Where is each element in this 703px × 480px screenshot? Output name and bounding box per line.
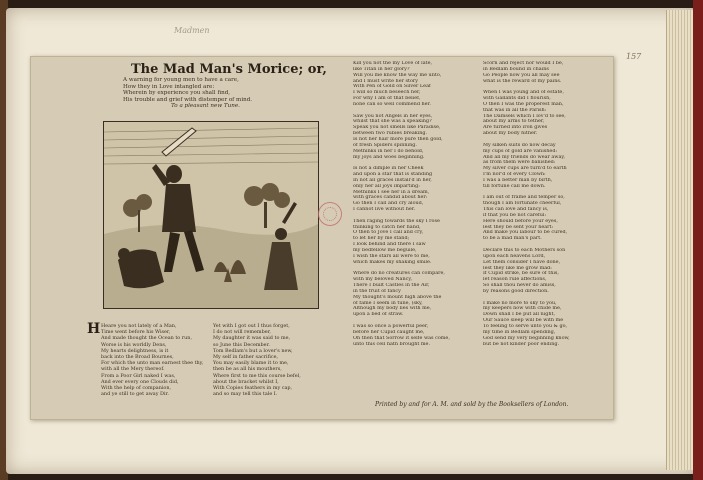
verse-line: but be not kinder poor ending. <box>483 341 560 347</box>
verse-line: You may easily blame it to me, <box>213 360 289 367</box>
verse-line: O then to Jove I call and cry, <box>353 230 424 236</box>
verse-line: before her Cupid caught me, <box>353 329 425 335</box>
intro-line: His trouble and grief with distemper of mind. <box>123 96 253 103</box>
verse-line: to be a mad man's part. <box>483 236 542 242</box>
verse-line: Tom Bedlam's but a lover's new, <box>213 347 293 354</box>
verse-line: Go People now you all may see <box>483 72 560 78</box>
verse-line: My daughter it was said to me, <box>213 335 291 342</box>
verse-line: my keepers now with chide me, <box>483 306 562 312</box>
drop-cap: H <box>87 321 101 337</box>
verse-line: Worse is his worldly Dens, <box>101 341 167 348</box>
verse-line: none can so well commend her. <box>353 101 431 107</box>
verse-line: I will so much beseech her, <box>353 90 421 96</box>
verse-line: my bedfellow me beguile, <box>353 248 417 253</box>
verse-line: Go then I call and cry aloud, <box>353 201 424 207</box>
verse-line: The Damsels which I lov'd to see, <box>483 113 566 119</box>
verse-line: that was in all the Parish: <box>483 107 547 113</box>
verse-line: of fame I seem in tune, (sky, <box>353 300 423 306</box>
verse-line: My thought's mount high above the <box>353 294 442 300</box>
verse-line: I was a better man by birth, <box>483 177 553 183</box>
verse-line: with all the Mery thereof. <box>101 366 165 373</box>
intro-line: Wherein by experience you shall find, <box>123 90 231 97</box>
verse-line: In not all graces install'd in her, <box>353 177 432 183</box>
verse-line: From a Poor Girl naked I was, <box>101 372 176 379</box>
verse-line: of fresh Spiders spinning. <box>353 142 417 148</box>
verse-line: with graces candid about her: <box>353 195 428 201</box>
verse-line: Methinks in her I do behold, <box>353 148 424 154</box>
library-stamp <box>318 202 342 226</box>
verse-line: And made thought the Ocean to run, <box>101 335 192 342</box>
verse-line: Here should before your eyes, <box>483 218 558 224</box>
verse-line: and so may tell this tale I. <box>213 391 278 398</box>
intro-line: To a pleasant new Tune. <box>171 103 240 110</box>
lower-left-column <box>101 323 203 397</box>
right-column-2 <box>483 61 570 347</box>
verse-line: till fortune call me down. <box>483 183 546 189</box>
verse-line: and upon a star that is standing <box>353 172 433 178</box>
page-edges <box>666 10 695 470</box>
verse-line: My silken suits do now decay <box>483 142 556 148</box>
verse-line: Yet with I got out I thus forget, <box>213 323 290 329</box>
verse-line: Let them consider I have done, <box>483 259 561 265</box>
verse-line: if that you be not careful: <box>483 212 547 218</box>
verse-line: unto this cell hath brought me. <box>353 341 431 347</box>
pencil-annotation: Madmen <box>174 26 210 35</box>
verse-line: I was so once a powerful peer, <box>353 323 429 329</box>
intro-line: How they in Love intangled are: <box>123 83 215 90</box>
verse-line: like Titan in her glory? <box>353 66 410 72</box>
verse-line: And ever every one Clouds did, <box>101 378 179 385</box>
verse-line: Scorn and reject nor would I be, <box>483 61 564 66</box>
verse-line: Although my body lies with me, <box>353 306 432 312</box>
verse-line: back into the Broad Bournes, <box>101 353 174 360</box>
verse-line: Where first to me this course befel, <box>213 372 301 379</box>
verse-line: lest they like me grow mad: <box>483 265 552 271</box>
verse-line: Speak you not smells like Paradise, <box>353 125 441 131</box>
verse-line: and I must write her story <box>353 78 419 84</box>
verse-line: upon each heavens Lord, <box>483 253 546 259</box>
verse-line: to let her by me stand; <box>353 236 410 242</box>
verse-line: Are turned into iron gives <box>483 125 548 131</box>
verse-line: which makes my shaking smile. <box>353 259 432 265</box>
verse-line: in Bedlam bound in chains <box>483 66 549 72</box>
verse-line: Our Sauce sleep will be with me <box>483 318 564 324</box>
verse-line: about my arms to tether, <box>483 119 545 125</box>
verse-line: with Gallants did I flourish, <box>483 96 551 102</box>
verse-line: With Pen of Gold on Silver Leaf <box>353 84 431 90</box>
verse-line: Is not her hair more pure then gold, <box>353 136 443 142</box>
verse-line: I am out of frame and temper so, <box>483 195 565 201</box>
verse-line: If Cupid strike, be sure of this, <box>483 271 559 277</box>
verse-line: Heare you not lately of a Man, <box>101 323 177 329</box>
verse-line: my joys and woes beginning. <box>353 154 425 160</box>
ballad-intro <box>123 77 252 110</box>
verse-line: my time in Bedlam spending, <box>483 329 556 335</box>
verse-line: and ye still to get away Dir. <box>101 391 169 398</box>
verse-line: I cannot live without her. <box>353 207 416 213</box>
verse-line: Methinks I see her in a dream, <box>353 189 430 195</box>
verse-line: as from them were banished: <box>483 160 556 166</box>
verse-line: I'm nor'd of every Clown: <box>483 172 546 178</box>
verse-line: Down shall I be put all night, <box>483 312 555 318</box>
verse-line: so June this December. <box>213 341 270 348</box>
verse-line: upon a bed of straw. <box>353 312 404 318</box>
verse-line: whilst that she was a speaking? <box>353 119 432 125</box>
lower-middle-column <box>213 323 301 397</box>
album-page <box>6 8 696 474</box>
verse-line: Time went before his Wiser, <box>101 329 171 336</box>
verse-line: what is the reward of my pains. <box>483 78 562 84</box>
woodcut-illustration <box>103 121 319 309</box>
verse-line: My hearts delightness, is it <box>101 347 169 354</box>
verse-line: O then I was the properest man, <box>483 101 564 107</box>
verse-line: I do not will remember, <box>213 329 271 336</box>
verse-line: Oh then that Sorrow it selfe was come, <box>353 335 450 341</box>
verse-line: between two rubies breaking. <box>353 131 428 137</box>
intro-line: A warning for young men to have a care, <box>123 77 239 83</box>
ballad-title: The Mad Man's Morice; or, <box>131 62 327 77</box>
verse-line: My silver cups are turn'd to earth <box>483 166 567 172</box>
verse-line: I look behind and there I saw <box>353 242 426 248</box>
verse-line: my cups of gold are vanished: <box>483 148 558 154</box>
verse-line: Is not a dimple in her Cheek <box>353 166 424 172</box>
verse-line: Declare this to each Mothers son <box>483 248 566 253</box>
verse-line: There I built Castles in the Air, <box>353 283 430 289</box>
verse-line: by reasons good direction. <box>483 288 549 294</box>
verse-line: about my body hither. <box>483 131 538 137</box>
verse-line: in the fruit of fancy <box>353 288 401 294</box>
verse-line: Then raging towards the sky I rose <box>353 218 440 224</box>
verse-line: This can love and fancy is, <box>483 207 549 213</box>
verse-line: lest they be sent your heart: <box>483 224 554 230</box>
verse-line: So shall thou never do amiss, <box>483 283 556 289</box>
verse-line: My self in father sacrifice, <box>213 353 279 360</box>
verse-line: Will you me know the way me unto, <box>353 72 442 78</box>
imprint-line: Printed by and for A. M. and sold by the Booksellers of London. <box>375 401 569 408</box>
verse-line: With the help of companion, <box>101 384 172 391</box>
verse-line: And make you labour to be cured, <box>483 230 568 236</box>
folio-number: 157 <box>626 52 642 61</box>
verse-line: I wish the stars all were to me, <box>353 253 430 259</box>
ballad-sheet <box>30 56 614 420</box>
verse-line: Kill you not the my Love of late, <box>353 61 433 66</box>
verse-line: about the bracket whilst I, <box>213 378 279 385</box>
verse-line: let reason rule affections, <box>483 277 547 283</box>
verse-line: only her all joys imparting: <box>353 183 420 189</box>
verse-line: Saw you not Angels in her eyes, <box>353 113 433 119</box>
verse-line: Where do no creatures can compare, <box>353 271 445 277</box>
verse-line: though I am fortunate cheerful, <box>483 201 562 207</box>
verse-line: with my beloved Nancy, <box>353 277 413 283</box>
verse-line: And all my friends do wear away, <box>483 154 566 160</box>
verse-line: For why I am of that belief, <box>353 96 421 102</box>
book-binding-right <box>693 0 703 480</box>
verse-line: then be as all his mouthers, <box>213 366 282 373</box>
verse-line: God send my very beginning know, <box>483 335 570 341</box>
verse-line: For which the unto man earnest thee thy, <box>101 360 204 367</box>
verse-line: With Copies feathers in my cap, <box>213 384 293 391</box>
verse-line: thinking to catch her hand, <box>353 224 421 230</box>
verse-line: When I was young and of estate, <box>483 90 564 96</box>
verse-line: I make no more to sky to you, <box>483 300 557 306</box>
right-column-1 <box>353 61 450 347</box>
verse-line: To feeling to serve unto you & go, <box>483 323 568 329</box>
